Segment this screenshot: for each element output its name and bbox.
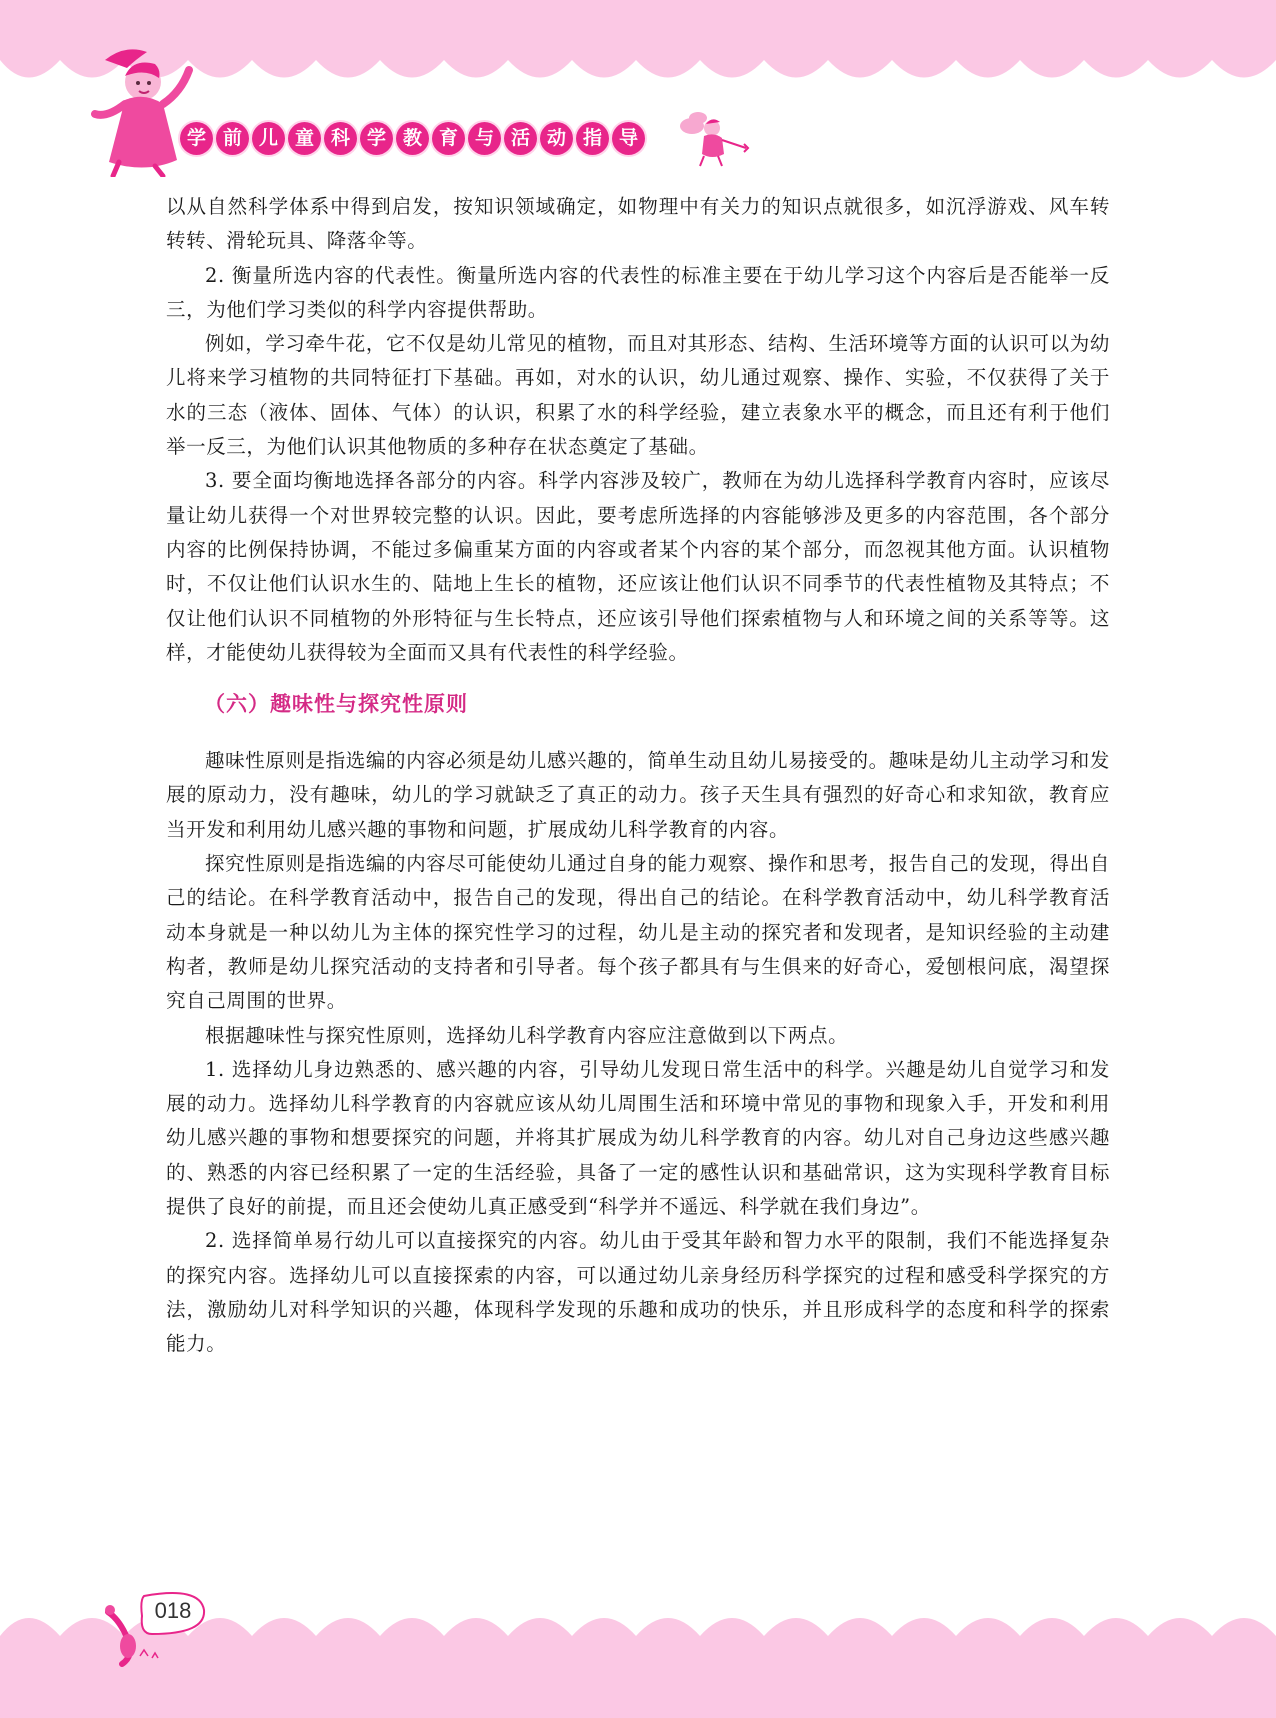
paragraph: 以从自然科学体系中得到启发，按知识领域确定，如物理中有关力的知识点就很多，如沉浮游戏、风车转转转、滑轮玩具、降落伞等。 bbox=[166, 195, 1110, 253]
paragraph: 例如，学习牵牛花，它不仅是幼儿常见的植物，而且对其形态、结构、生活环境等方面的认识可以为幼儿将来学习植物的共同特征打下基础。再如，对水的认识，幼儿通过观察、操作、实验，不仅获得了关于水的三态（液体、固体、气体）的认识，积累了水的科学经验，建立表象水平的概念，而且还有利于他们举一反三，为他们认识其他物质的多种存在状态奠定了基础。 bbox=[166, 332, 1110, 459]
title-char: 学 bbox=[360, 122, 393, 155]
paragraph: 探究性原则是指选编的内容尽可能使幼儿通过自身的能力观察、操作和思考，报告自己的发现，得出自己的结论。在科学教育活动中，报告自己的发现，得出自己的结论。在科学教育活动中，幼儿科学教育活动本身就是一种以幼儿为主体的探究性学习的过程，幼儿是主动的探究者和发现者，是知识经验的主动建构者，教师是幼儿探究活动的支持者和引导者。每个孩子都具有与生俱来的好奇心，爱刨根问底，渴望探究自己周围的世界。 bbox=[166, 852, 1110, 1013]
paragraph: 2. 选择简单易行幼儿可以直接探究的内容。幼儿由于受其年龄和智力水平的限制，我们不能选择复杂的探究内容。选择幼儿可以直接探索的内容，可以通过幼儿亲身经历科学探究的过程和感受科学探究的方法，激励幼儿对科学知识的兴趣，体现科学发现的乐趣和成功的快乐，并且形成科学的态度和科学的探索能力。 bbox=[166, 1229, 1110, 1356]
main-content bbox=[166, 190, 1110, 1362]
paragraph: 2. 衡量所选内容的代表性。衡量所选内容的代表性的标准主要在于幼儿学习这个内容后是否能举一反三，为他们学习类似的科学内容提供帮助。 bbox=[166, 263, 1110, 321]
title-char: 导 bbox=[612, 122, 645, 155]
title-char: 动 bbox=[540, 122, 573, 155]
paragraph: 根据趣味性与探究性原则，选择幼儿科学教育内容应注意做到以下两点。 bbox=[205, 1023, 849, 1047]
paragraph: 趣味性原则是指选编的内容必须是幼儿感兴趣的，简单生动且幼儿易接受的。趣味是幼儿主动学习和发展的原动力，没有趣味，幼儿的学习就缺乏了真正的动力。孩子天生具有强烈的好奇心和求知欲，教育应当开发和利用幼儿感兴趣的事物和问题，扩展成幼儿科学教育的内容。 bbox=[166, 749, 1110, 841]
title-char: 前 bbox=[216, 122, 249, 155]
section-heading: （六）趣味性与探究性原则 bbox=[204, 692, 468, 717]
title-char: 学 bbox=[180, 122, 213, 155]
title-char: 教 bbox=[396, 122, 429, 155]
title-char: 指 bbox=[576, 122, 609, 155]
title-char: 活 bbox=[504, 122, 537, 155]
title-char: 童 bbox=[288, 122, 321, 155]
paragraph: 1. 选择幼儿身边熟悉的、感兴趣的内容，引导幼儿发现日常生活中的科学。兴趣是幼儿自觉学习和发展的动力。选择幼儿科学教育的内容就应该从幼儿周围生活和环境中常见的事物和现象入手，开发和利用幼儿感兴趣的事物和想要探究的问题，并将其扩展成为幼儿科学教育的内容。幼儿对自己身边这些感兴趣的、熟悉的内容已经积累了一定的生活经验，具备了一定的感性认识和基础常识，这为实现科学教育目标提供了良好的前提，而且还会使幼儿真正感受到“科学并不遥远、科学就在我们身边”。 bbox=[166, 1057, 1110, 1219]
page-number: 018 bbox=[154, 1598, 192, 1623]
book-title bbox=[180, 122, 645, 158]
title-char: 与 bbox=[468, 122, 501, 155]
title-char: 科 bbox=[324, 122, 357, 155]
title-char: 儿 bbox=[252, 122, 285, 155]
paragraph: 3. 要全面均衡地选择各部分的内容。科学内容涉及较广，教师在为幼儿选择科学教育内容时，应该尽量让幼儿获得一个对世界较完整的认识。因此，要考虑所选择的内容能够涉及更多的内容范围，各个部分内容的比例保持协调，不能过多偏重某方面的内容或者某个内容的某个部分，而忽视其他方面。认识植物时，不仅让他们认识水生的、陆地上生长的植物，还应该让他们认识不同季节的代表性植物及其特点；不仅让他们认识不同植物的外形特征与生长特点，还应该引导他们探索植物与人和环境之间的关系等等。这样，才能使幼儿获得较为全面而又具有代表性的科学经验。 bbox=[166, 469, 1110, 664]
fairy-illustration-icon bbox=[668, 108, 756, 170]
title-char: 育 bbox=[432, 122, 465, 155]
